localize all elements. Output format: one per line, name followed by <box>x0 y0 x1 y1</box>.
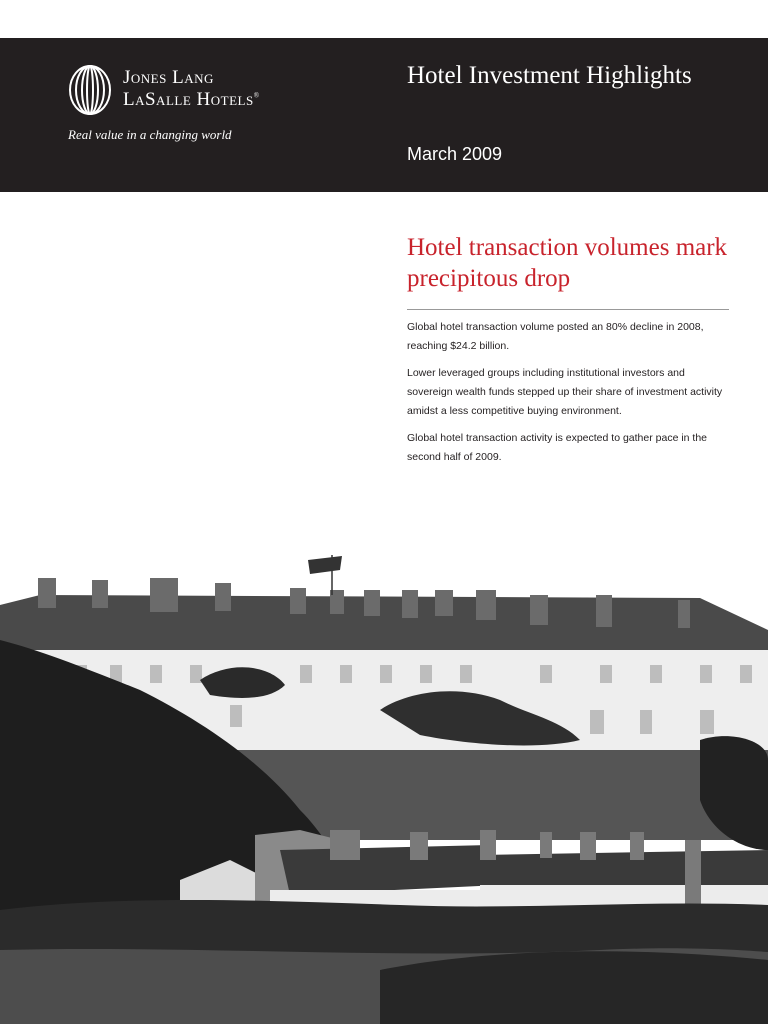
paragraph: Global hotel transaction volume posted an 80% decline in 2008, reaching $24.2 billion. <box>407 321 704 352</box>
report-date: March 2009 <box>407 144 503 164</box>
logo-text-line2: LaSalle Hotels® <box>123 89 260 110</box>
paragraph: Lower leveraged groups including institutional investors and sovereign wealth funds stepped up their share of investment activity amidst a less competitive buying environment. <box>407 367 723 417</box>
paragraph: Global hotel transaction activity is expected to gather pace in the second half of 2009. <box>407 432 708 463</box>
article-body <box>407 318 725 475</box>
jll-logo-icon <box>68 64 112 116</box>
hotel-landscape-photo <box>0 550 768 1024</box>
article-headline: Hotel transaction volumes mark precipitous drop <box>407 234 728 292</box>
logo-text-line1: Jones Lang <box>123 67 214 88</box>
tagline: Real value in a changing world <box>68 127 232 142</box>
page-title: Hotel Investment Highlights <box>407 62 692 89</box>
divider <box>407 309 729 310</box>
